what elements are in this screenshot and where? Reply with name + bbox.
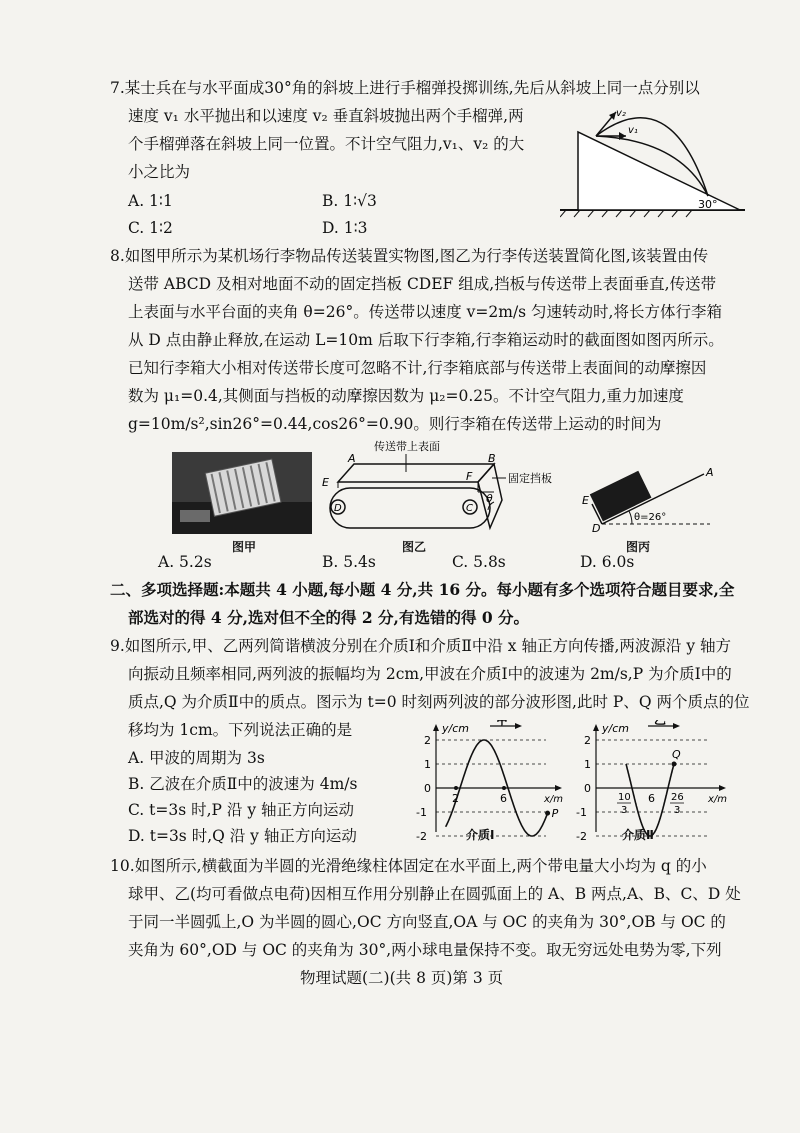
q7-slope-figure [560, 100, 750, 220]
q8-point-b: B [488, 452, 496, 465]
q8-line-5: 已知行李箱大小相对传送带长度可忽略不计,行李箱底部与传送带上表面间的动摩擦因 [128, 359, 707, 377]
q8-line-3: 上表面与水平台面的夹角 θ=26°。传送带以速度 v=2m/s 匀速转动时,将长方体行李箱 [128, 303, 722, 321]
q9-line-3: 质点,Q 为介质Ⅱ中的质点。图示为 t=0 时刻两列波的部分波形图,此时 P、Q 两个质点的位 [128, 693, 750, 711]
q8-top-surface-label: 传送带上表面 [374, 440, 440, 453]
q10-line-1: 10.如图所示,横截面为半圆的光滑绝缘柱体固定在水平面上,两个带电量大小均为 q 的小 [110, 857, 707, 875]
q8-photo-figure [172, 452, 312, 534]
q8-point-a: A [348, 452, 356, 465]
q8-option-c: C. 5.8s [452, 553, 506, 571]
jia-x-tick-2: 2 [452, 792, 459, 805]
yi-y-tick-0: 0 [584, 782, 591, 795]
jia-y-tick-0: 0 [424, 782, 431, 795]
q8-conveyor-diagram [318, 440, 568, 540]
q8-bing-point-e: E [582, 494, 589, 507]
yi-x-tick-6: 6 [648, 792, 655, 805]
q8-bing-point-a: A [706, 466, 714, 479]
section-2-heading-2: 部选对的得 4 分,选对但不全的得 2 分,有选错的得 0 分。 [128, 608, 530, 627]
q8-caption-yi: 图乙 [402, 540, 427, 554]
q7-option-a: A. 1∶1 [128, 192, 173, 210]
yi-x-label: x/m [708, 794, 728, 805]
jia-x-tick-6: 6 [500, 792, 507, 805]
q8-point-c: C [466, 503, 473, 514]
q8-line-4: 从 D 点由静止释放,在运动 L=10m 后取下行李箱,行李箱运动时的截面图如图丙所示。 [128, 331, 724, 349]
q8-bing-point-d: D [592, 522, 601, 534]
q9-option-d: D. t=3s 时,Q 沿 y 轴正方向运动 [128, 827, 357, 845]
q7-line-3: 个手榴弹落在斜坡上同一位置。不计空气阻力,v₁、v₂ 的大 [128, 135, 525, 153]
q10-line-4: 夹角为 60°,OD 与 OC 的夹角为 30°,两小球电量保持不变。取无穷远处电势为零,下列 [128, 941, 722, 959]
yi-y-tick-2: 2 [584, 734, 591, 747]
q8-line-2: 送带 ABCD 及相对地面不动的固定挡板 CDEF 组成,挡板与传送带上表面垂直,传送带 [128, 275, 717, 293]
yi-point-q-label: Q [672, 748, 681, 761]
q7-option-d: D. 1∶3 [322, 219, 368, 237]
q8-caption-bing: 图丙 [626, 540, 651, 554]
q8-cross-section-figure [580, 462, 720, 534]
q8-theta-label: θ [486, 492, 493, 505]
q8-caption-jia: 图甲 [232, 540, 257, 554]
jia-medium-caption: 介质Ⅰ [466, 828, 495, 842]
q7-option-b: B. 1∶√3 [322, 192, 377, 210]
q7-v1-label: v₁ [628, 125, 638, 136]
q8-line-6: 数为 μ₁=0.4,其侧面与挡板的动摩擦因数为 μ₂=0.25。不计空气阻力,重力加速度 [128, 387, 684, 405]
jia-y-tick-2: 2 [424, 734, 431, 747]
q8-point-e: E [322, 476, 329, 489]
q7-line-2: 速度 v₁ 水平抛出和以速度 v₂ 垂直斜坡抛出两个手榴弹,两 [128, 107, 524, 125]
q8-point-f: F [466, 470, 473, 483]
jia-y-tick-neg2: -2 [416, 830, 427, 843]
q10-line-2: 球甲、乙(均可看做点电荷)因相互作用分别静止在圆弧面上的 A、B 两点,A、B、C、D 处 [128, 885, 741, 903]
q8-line-7: g=10m/s²,sin26°=0.44,cos26°=0.90。则行李箱在传送带上运动的时间为 [128, 415, 662, 433]
q7-v2-label: v₂ [616, 108, 626, 119]
yi-x-tick-26-den: 3 [674, 805, 681, 816]
yi-x-tick-10-den: 3 [621, 805, 628, 816]
jia-wave-name: 甲 [496, 720, 509, 727]
q7-option-c: C. 1∶2 [128, 219, 173, 237]
q7-line-4: 小之比为 [128, 163, 191, 181]
q8-option-a: A. 5.2s [158, 553, 212, 571]
yi-y-tick-1: 1 [584, 758, 591, 771]
q8-bing-angle: θ=26° [634, 512, 667, 523]
q9-line-2: 向振动且频率相同,两列波的振幅均为 2cm,甲波在介质Ⅰ中的波速为 2m/s,P 为介质Ⅰ中的 [128, 665, 732, 683]
q8-option-b: B. 5.4s [322, 553, 376, 571]
q9-option-c: C. t=3s 时,P 沿 y 轴正方向运动 [128, 801, 355, 819]
yi-y-tick-neg1: -1 [576, 806, 587, 819]
jia-x-label: x/m [544, 794, 564, 805]
jia-point-p-label: P [551, 807, 559, 821]
yi-wave-name: 乙 [654, 720, 667, 727]
q8-option-d: D. 6.0s [580, 553, 635, 571]
yi-medium-caption: 介质Ⅱ [622, 828, 654, 842]
jia-y-tick-1: 1 [424, 758, 431, 771]
q7-line-1: 7.某士兵在与水平面成30°角的斜坡上进行手榴弹投掷训练,先后从斜坡上同一点分别以 [110, 79, 700, 97]
q8-line-1: 8.如图甲所示为某机场行李物品传送装置实物图,图乙为行李传送装置简化图,该装置由传 [110, 247, 709, 265]
section-2-heading-1: 二、多项选择题:本题共 4 小题,每小题 4 分,共 16 分。每小题有多个选项符合题目要求,全 [110, 580, 735, 599]
q10-line-3: 于同一半圆弧上,O 为半圆的圆心,OC 方向竖直,OA 与 OC 的夹角为 30°,OB 与 OC 的 [128, 913, 726, 931]
q8-point-d: D [334, 503, 342, 514]
q8-baffle-label: 固定挡板 [508, 472, 552, 485]
jia-y-tick-neg1: -1 [416, 806, 427, 819]
jia-y-label: y/cm [442, 722, 469, 735]
yi-y-label: y/cm [602, 722, 629, 735]
page-footer: 物理试题(二)(共 8 页)第 3 页 [300, 969, 504, 987]
q9-line-1: 9.如图所示,甲、乙两列简谐横波分别在介质Ⅰ和介质Ⅱ中沿 x 轴正方向传播,两波源沿 y 轴方 [110, 637, 732, 655]
yi-y-tick-neg2: -2 [576, 830, 587, 843]
q9-option-a: A. 甲波的周期为 3s [128, 749, 265, 767]
yi-x-tick-26-num: 26 [671, 792, 684, 803]
q9-line-4: 移均为 1cm。下列说法正确的是 [128, 721, 353, 739]
yi-x-tick-10-num: 10 [618, 792, 631, 803]
q7-angle-label: 30° [698, 198, 718, 211]
q9-option-b: B. 乙波在介质Ⅱ中的波速为 4m/s [128, 775, 358, 793]
